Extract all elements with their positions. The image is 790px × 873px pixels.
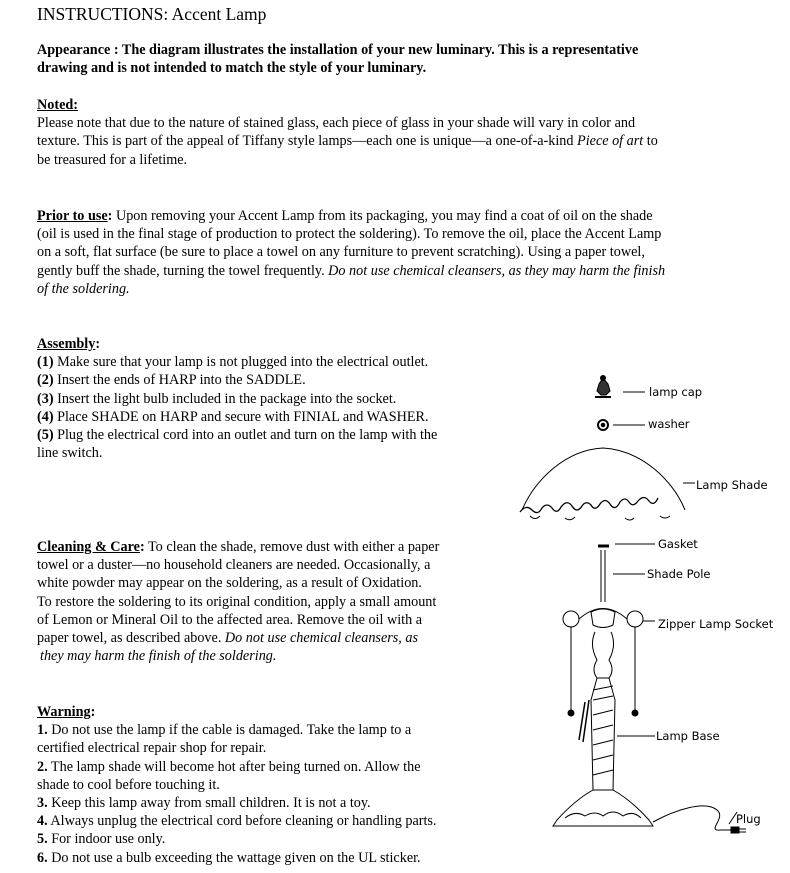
lamp-diagram: [505, 370, 790, 873]
noted-line: Please note that due to the nature of stained glass, each piece of glass in your shade will vary in color and: [37, 115, 636, 132]
washer-icon: [598, 420, 608, 430]
noted-heading: Noted:: [37, 97, 78, 113]
cleaning-warning: they may harm the finish of the soldering.: [40, 648, 277, 665]
prior-section: Prior to use: Upon removing your Accent Lamp from its packaging, you may find a coat of oil on the shade (oil is used in the final stage of production to protect the soldering). To remove the oil, place the Accent Lamp on a soft, flat surface (be sure to place a towel on any furniture to prevent scratching). Using a paper towel, gently buff the shade, turning the towel frequently. Do not use chemical cleansers, as they may harm the finish of the soldering.: [37, 208, 666, 297]
appearance-section: [37, 41, 638, 77]
assembly-step: (5) Plug the electrical cord into an outlet and turn on the lamp with the: [37, 427, 438, 444]
warning-section: Warning: 1. Do not use the lamp if the cable is damaged. Take the lamp to a certified electrical repair shop for repair. 2. The lamp shade will become hot after being turned on. Allow the shade to cool before touching it. 3. Keep this lamp away from small children. It is not a toy. 4. Always unplug the electrical cord before cleaning or handling parts. 5. For indoor use only. 6. Do not use a bulb exceeding the wattage given on the UL sticker.: [37, 704, 437, 866]
assembly-section: Assembly: (1) Make sure that your lamp is not plugged into the electrical outlet. (2) Insert the ends of HARP into the SADDLE. (3) Insert the light bulb included in the package into the socket. (4) Place SHADE on HARP and secure with FINIAL and WASHER. (5) Plug the electrical cord into an outlet and turn on the lamp with the line switch.: [37, 336, 438, 462]
lamp-shade-icon: [520, 448, 685, 520]
noted-emphasis: Piece of art: [577, 133, 644, 150]
label-shade-pole: Shade Pole: [647, 567, 711, 581]
appearance-line: drawing and is not intended to match the style of your luminary.: [37, 60, 427, 77]
shade-pole-icon: [601, 550, 605, 602]
appearance-line: Appearance : The diagram illustrates the installation of your new luminary. This is a representative: [37, 42, 639, 58]
warning-item: 6. Do not use a bulb exceeding the wattage given on the UL sticker.: [37, 849, 421, 866]
warning-item: 4. Always unplug the electrical cord before cleaning or handling parts.: [37, 813, 437, 830]
cleaning-line: towel or a duster—no household cleaners are needed. Occasionally, a: [37, 557, 431, 574]
label-zipper-socket: Zipper Lamp Socket: [658, 617, 774, 631]
prior-heading: Prior to use: [37, 208, 108, 224]
cleaning-line: To restore the soldering to its original condition, apply a small amount: [37, 593, 437, 610]
cleaning-line: of Lemon or Mineral Oil to the affected area. Remove the oil with a: [37, 611, 423, 628]
warning-item: 3. Keep this lamp away from small children. It is not a toy.: [37, 795, 371, 812]
assembly-heading: Assembly: [37, 336, 96, 352]
assembly-step: (4) Place SHADE on HARP and secure with FINIAL and WASHER.: [37, 408, 429, 425]
cleaning-heading: Cleaning & Care: [37, 539, 140, 555]
assembly-step: (3) Insert the light bulb included in the package into the socket.: [37, 390, 397, 407]
page-title: INSTRUCTIONS: Accent Lamp: [37, 4, 267, 24]
cleaning-warning: Do not use chemical cleansers, as: [224, 630, 418, 647]
cleaning-line: white powder may appear on the soldering, as a result of Oxidation.: [37, 575, 422, 592]
prior-line: on a soft, flat surface (be sure to place a towel on any furniture to prevent scratching). Using a paper towel,: [37, 244, 645, 261]
warning-item: 5. For indoor use only.: [37, 831, 166, 848]
zipper-socket-icon: [563, 609, 643, 717]
warning-item: 2. The lamp shade will become hot after being turned on. Allow the: [37, 758, 421, 775]
warning-heading: Warning: [37, 704, 91, 720]
assembly-step-cont: line switch.: [37, 445, 103, 462]
label-washer: washer: [648, 417, 690, 431]
assembly-step: (1) Make sure that your lamp is not plugged into the electrical outlet.: [37, 354, 429, 371]
label-lamp-shade: Lamp Shade: [696, 478, 768, 492]
label-plug: Plug: [736, 812, 761, 826]
label-gasket: Gasket: [658, 537, 698, 551]
lamp-base-icon: [553, 632, 653, 826]
label-lamp-cap: lamp cap: [649, 385, 703, 399]
prior-warning: of the soldering.: [37, 280, 130, 297]
noted-line: texture. This is part of the appeal of Tiffany style lamps—each one is unique—a one-of-a-kind Piece of art to: [37, 133, 658, 150]
label-lamp-base: Lamp Base: [656, 729, 720, 743]
lamp-cap-icon: [595, 376, 611, 398]
prior-warning: Do not use chemical cleansers, as they may harm the finish: [328, 262, 666, 279]
warning-item: certified electrical repair shop for repair.: [37, 740, 267, 757]
prior-line: (oil is used in the final stage of production to protect the soldering). To remove the oil, place the Accent Lamp: [37, 226, 662, 243]
assembly-step: (2) Insert the ends of HARP into the SADDLE.: [37, 372, 306, 389]
noted-line: be treasured for a lifetime.: [37, 151, 188, 168]
warning-item: 1. Do not use the lamp if the cable is damaged. Take the lamp to a: [37, 722, 412, 739]
noted-section: [37, 96, 658, 169]
cleaning-section: Cleaning & Care: To clean the shade, remove dust with either a paper towel or a duster—no household cleaners are needed. Occasionally, a white powder may appear on the soldering, as a result of Oxidation. To restore the soldering to its original condition, apply a small amount of Lemon or Mineral Oil to the affected area. Remove the oil with a paper towel, as described above. Do not use chemical cleansers, as they may harm the finish of the soldering.: [37, 539, 440, 665]
warning-item: shade to cool before touching it.: [37, 776, 220, 793]
